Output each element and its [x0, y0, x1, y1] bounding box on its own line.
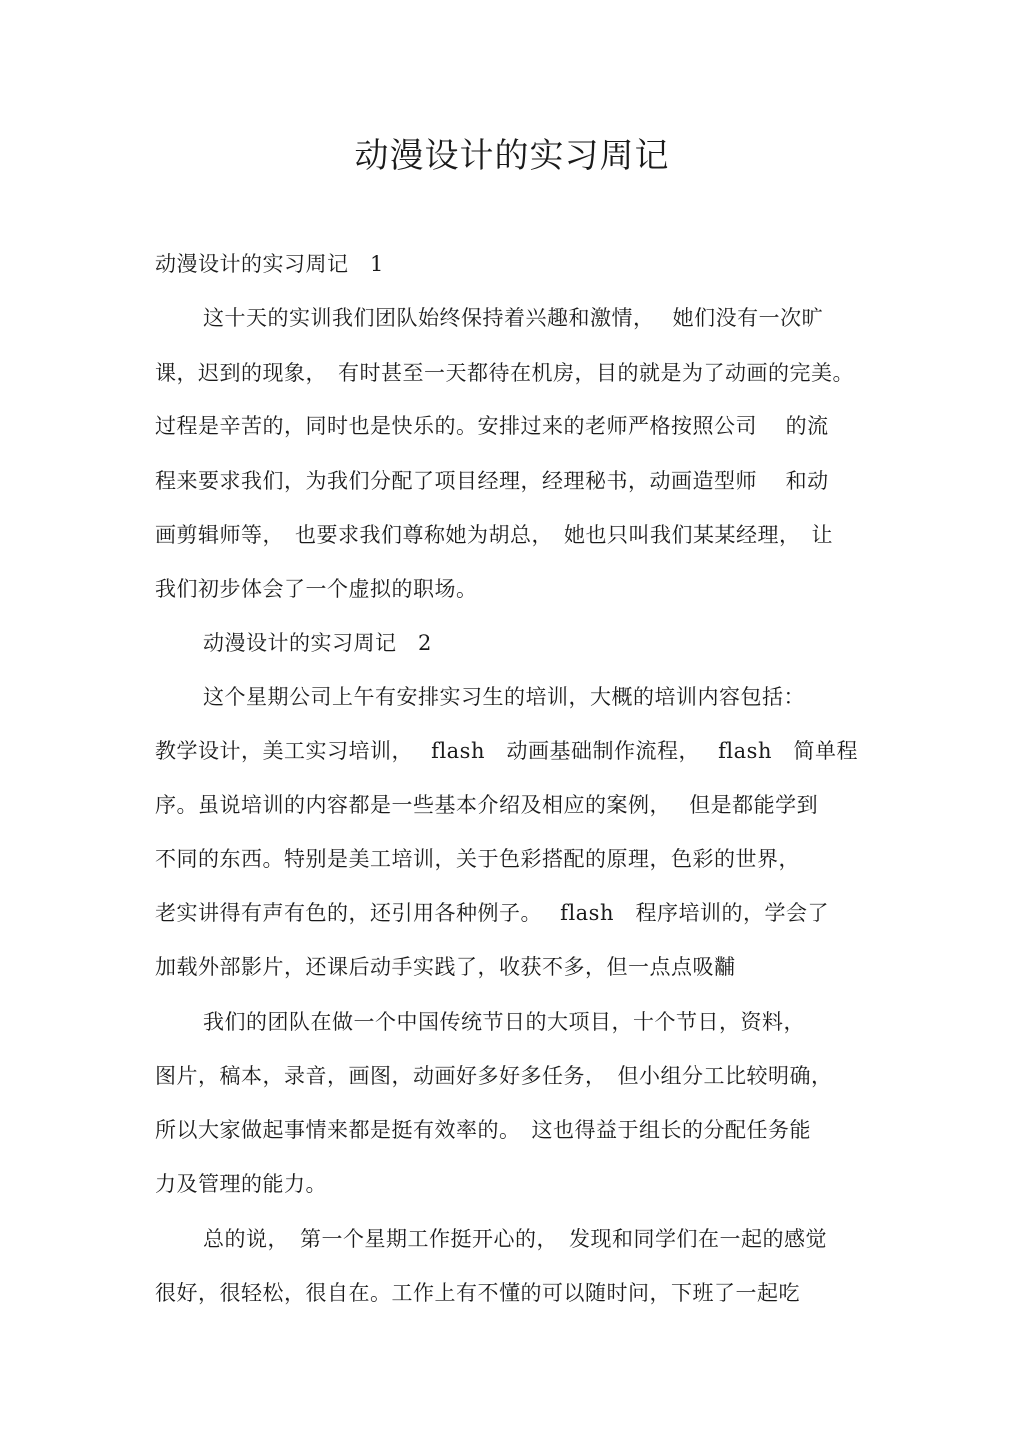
paragraph-line: 老实讲得有声有色的，还引用各种例子。 flash 程序培训的，学会了 — [155, 901, 829, 925]
page-title: 动漫设计的实习周记 — [354, 136, 670, 176]
paragraph-line: 不同的东西。特别是美工培训，关于色彩搭配的原理，色彩的世界， — [155, 847, 800, 871]
paragraph-line: 程来要求我们，为我们分配了项目经理，经理秘书，动画造型师 和动 — [155, 469, 829, 493]
paragraph-line: 很好，很轻松，很自在。工作上有不懂的可以随时问，下班了一起吃 — [155, 1281, 800, 1305]
paragraph-line: 我们初步体会了一个虚拟的职场。 — [155, 577, 478, 601]
paragraph-line: 课，迟到的现象， 有时甚至一天都待在机房，目的就是为了动画的完美。 — [155, 361, 854, 385]
paragraph-line: 画剪辑师等， 也要求我们尊称她为胡总， 她也只叫我们某某经理， 让 — [155, 523, 833, 547]
section-heading-2: 动漫设计的实习周记 2 — [203, 631, 432, 655]
paragraph-line: 我们的团队在做一个中国传统节日的大项目，十个节日，资料， — [203, 1010, 805, 1034]
paragraph-line: 这个星期公司上午有安排实习生的培训，大概的培训内容包括： — [203, 685, 805, 709]
paragraph-line: 这十天的实训我们团队始终保持着兴趣和激情， 她们没有一次旷 — [203, 306, 824, 330]
paragraph-line: 过程是辛苦的，同时也是快乐的。安排过来的老师严格按照公司 的流 — [155, 414, 829, 438]
paragraph-line: 总的说， 第一个星期工作挺开心的， 发现和同学们在一起的感觉 — [203, 1227, 827, 1251]
paragraph-line: 所以大家做起事情来都是挺有效率的。 这也得益于组长的分配任务能 — [155, 1118, 811, 1142]
paragraph-line: 图片，稿本，录音，画图，动画好多好多任务， 但小组分工比较明确， — [155, 1064, 833, 1088]
paragraph-line: 序。虽说培训的内容都是一些基本介绍及相应的案例， 但是都能学到 — [155, 793, 819, 817]
paragraph-line: 加载外部影片，还课后动手实践了，收获不多，但一点点吸黼 — [155, 955, 736, 979]
section-heading-1: 动漫设计的实习周记 1 — [155, 252, 384, 276]
paragraph-line: 教学设计，美工实习培训， flash 动画基础制作流程， flash 简单程 — [155, 739, 858, 763]
paragraph-line: 力及管理的能力。 — [155, 1172, 327, 1196]
